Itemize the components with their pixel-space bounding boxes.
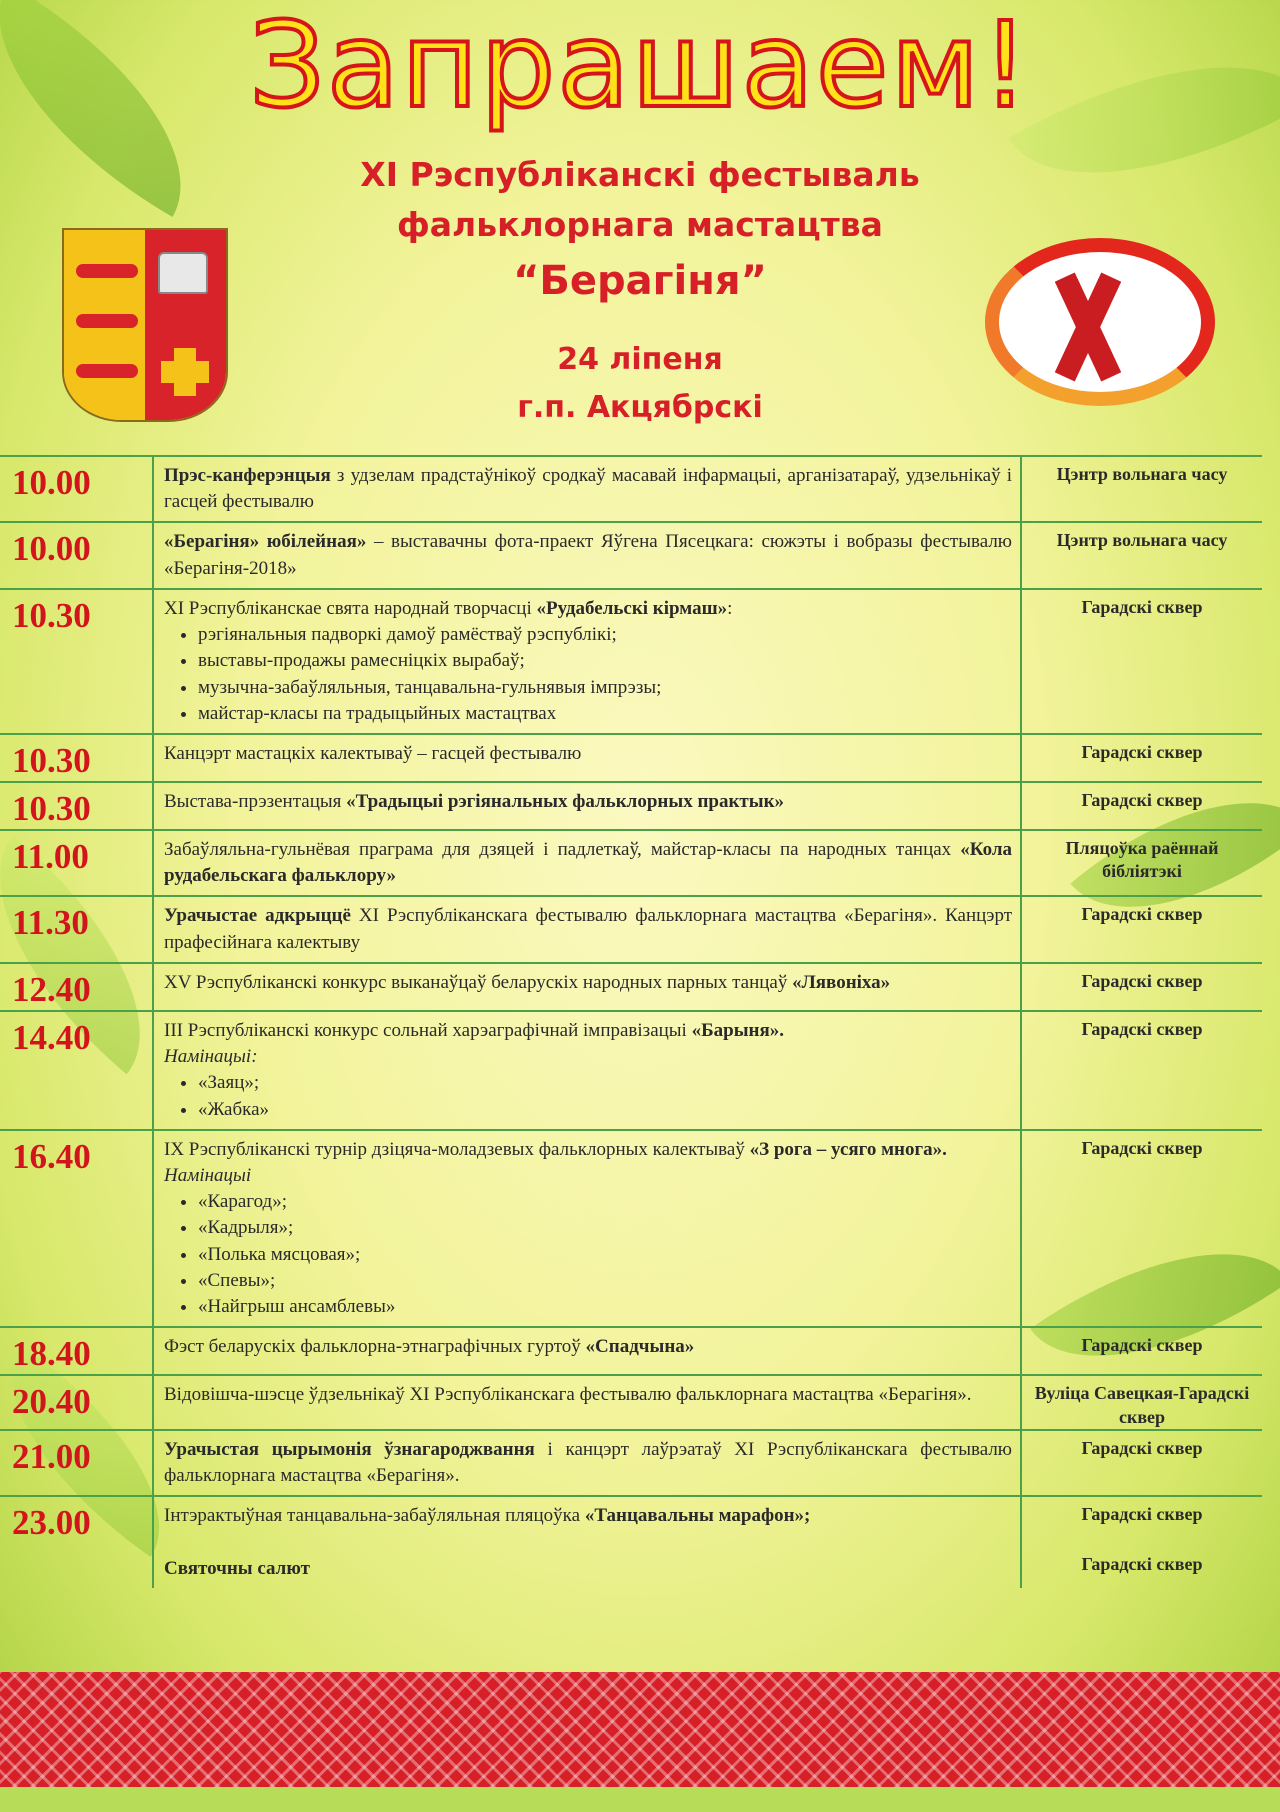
schedule-row (0, 1130, 1262, 1328)
schedule-row (0, 1011, 1262, 1130)
event-details: і канцэрт лаўрэатаў XI Рэспубліканскага фестывалю фальклорнага мастацтва «Берагіня». (164, 1439, 1012, 1487)
event-text (164, 837, 1012, 889)
schedule-row (0, 1496, 1262, 1587)
event-description (153, 1011, 1021, 1130)
event-description (153, 896, 1021, 962)
event-text (164, 1503, 1012, 1529)
schedule-row (0, 522, 1262, 588)
list-item: • «Жабка» (198, 1097, 1012, 1123)
event-location (1021, 1496, 1262, 1587)
event-details: XI Рэспубліканскага фестывалю фальклорнага мастацтва «Берагіня». Канцэрт прафесійнага калектыву (164, 905, 1013, 953)
schedule-row (0, 1327, 1262, 1375)
event-time: 10.30 (0, 782, 153, 830)
event-time: 14.40 (0, 1011, 153, 1130)
list-item: • «Заяц»; (198, 1070, 1012, 1096)
schedule-row (0, 896, 1262, 962)
event-details: Відовішча-шэсце ўдзельнікаў XI Рэспубліканскага фестывалю фальклорнага мастацтва «Берагіня». (164, 1384, 972, 1406)
location-text: Цэнтр вольнага часу (1056, 464, 1228, 484)
event-time: 10.30 (0, 734, 153, 782)
event-text (164, 1437, 1012, 1489)
location-text: Гарадскі сквер (1081, 596, 1203, 617)
event-pre-text: XV Рэспубліканскі конкурс выканаўцаў беларускіх народных парных танцаў (164, 971, 793, 993)
event-text (164, 1137, 1012, 1163)
event-location (1021, 1327, 1262, 1375)
location-text: Гарадскі сквер (1081, 904, 1203, 925)
festival-name-line-1: XI Рэспубліканскі фестываль (360, 155, 920, 194)
event-text (164, 596, 1012, 622)
location-text: Пляцоўка раённай бібліятэкі (1065, 837, 1219, 882)
event-title: «Танцавальны марафон»; (584, 1505, 811, 1527)
location-text: Гарадскі сквер (1081, 1504, 1203, 1525)
event-title: «Традыцыі рэгіянальных фальклорных практык» (346, 790, 785, 812)
event-text (164, 1382, 1012, 1408)
schedule-row (0, 1430, 1262, 1496)
event-description (153, 1327, 1021, 1375)
list-item: • «Найгрыш ансамблевы» (198, 1294, 1012, 1320)
event-title: «Кола рудабельскага фальклору» (164, 838, 1012, 887)
event-description (153, 963, 1021, 1011)
schedule-row (0, 734, 1262, 782)
event-time: 10.00 (0, 456, 153, 522)
event-time: 23.00 (0, 1496, 153, 1587)
event-title: Урачыстае адкрыццё (164, 905, 351, 927)
event-items-list (164, 1070, 1012, 1122)
event-time: 21.00 (0, 1430, 153, 1496)
location-text: Гарадскі сквер (1081, 1438, 1203, 1459)
event-text (164, 970, 1012, 996)
event-time: 20.40 (0, 1375, 153, 1430)
coat-of-arms-icon (62, 228, 228, 422)
event-location (1021, 456, 1262, 522)
event-time: 18.40 (0, 1327, 153, 1375)
event-time: 16.40 (0, 1130, 153, 1328)
location-text: Гарадскі сквер (1081, 970, 1203, 991)
event-description (153, 522, 1021, 588)
schedule-row (0, 782, 1262, 830)
event-description (153, 589, 1021, 734)
festival-name-line-2: фальклорнага мастацтва (397, 205, 883, 244)
event-items-list (164, 1189, 1012, 1320)
schedule-table (0, 455, 1262, 1588)
event-pre-text: III Рэспубліканскі конкурс сольнай харэаграфічнай імправізацыі (164, 1019, 692, 1041)
location-text: Гарадскі сквер (1081, 1335, 1203, 1356)
list-item: • музычна-забаўляльныя, танцавальна-гульнявыя імпрэзы; (198, 675, 1012, 701)
event-details: – выставачны фота-праект Яўгена Пясецкага: сюжэты і вобразы фестывалю «Берагіня-2018» (164, 531, 1012, 579)
event-title: «Спадчына» (585, 1336, 695, 1358)
event-pre-text: Фэст беларускіх фальклорна-этнаграфічных гуртоў (164, 1336, 586, 1358)
event-text (164, 463, 1012, 515)
schedule-row (0, 589, 1262, 734)
event-location (1021, 782, 1262, 830)
location-text: Гарадскі сквер (1081, 789, 1203, 810)
event-description (153, 1130, 1021, 1328)
schedule-row (0, 963, 1262, 1011)
location-text: Цэнтр вольнага часу (1056, 530, 1228, 551)
list-item: • «Карагод»; (198, 1189, 1012, 1215)
event-location (1021, 1430, 1262, 1496)
event-location (1021, 734, 1262, 782)
festival-name: “Берагіня” (513, 258, 767, 304)
event-details: : (727, 597, 733, 619)
event-location (1021, 1011, 1262, 1130)
list-item: • «Кадрыля»; (198, 1215, 1012, 1241)
event-text (164, 1018, 1012, 1044)
event-title: Прэс-канферэнцыя (164, 465, 331, 486)
event-description (153, 1375, 1021, 1430)
event-pre-text: XI Рэспубліканскае свята народнай творчасці (164, 597, 537, 619)
event-time: 12.40 (0, 963, 153, 1011)
festival-emblem-icon (985, 238, 1215, 406)
event-location (1021, 830, 1262, 896)
event-location (1021, 896, 1262, 962)
event-title: Урачыстая цырымонія ўзнагароджвання (164, 1439, 535, 1461)
event-title: «З рога – усяго многа». (749, 1138, 947, 1160)
event-title: «Берагіня» юбілейная» (164, 531, 367, 553)
event-description (153, 782, 1021, 830)
location-text: Гарадскі сквер (1081, 1137, 1203, 1158)
location-text: Гарадскі сквер (1081, 741, 1203, 762)
event-time: 10.30 (0, 589, 153, 734)
location-text: Гарадскі сквер (1081, 1018, 1203, 1039)
event-location (1021, 522, 1262, 588)
event-time: 10.00 (0, 522, 153, 588)
event-title: «Барыня». (691, 1019, 785, 1041)
schedule-row (0, 456, 1262, 522)
event-pre-text: IX Рэспубліканскі турнір дзіцяча-моладзевых фальклорных калектываў (164, 1138, 750, 1160)
event-text (164, 741, 1012, 767)
nominations-label: Намінацыі: (164, 1046, 258, 1068)
schedule-row (0, 1375, 1262, 1430)
schedule-row (0, 830, 1262, 896)
list-item: • «Спевы»; (198, 1268, 1012, 1294)
event-pre-text: Выстава-прэзентацыя (164, 790, 347, 812)
event-details: з удзелам прадстаўнікоў сродкаў масавай інфармацыі, арганізатараў, удзельнікаў і гасцей фестывалю (164, 465, 1012, 513)
event-description (153, 734, 1021, 782)
event-description (153, 1496, 1021, 1587)
nominations-label: Намінацыі (164, 1164, 252, 1186)
list-item: • выставы-продажы рамесніцкіх вырабаў; (198, 648, 1012, 674)
location-text-secondary: Гарадскі сквер (1081, 1553, 1203, 1574)
event-title: «Рудабельскі кірмаш» (536, 597, 728, 619)
event-items-list (164, 622, 1012, 727)
event-location (1021, 1130, 1262, 1328)
event-description (153, 456, 1021, 522)
location-text: Вуліца Савецкая-Гарадскі сквер (1034, 1383, 1250, 1427)
festival-date: 24 ліпеня (557, 342, 723, 377)
bottom-leaf-strip (0, 1787, 1280, 1812)
event-location (1021, 963, 1262, 1011)
event-time: 11.30 (0, 896, 153, 962)
list-item: • рэгіянальныя падворкі дамоў рамёстваў рэспублікі; (198, 622, 1012, 648)
page-title: Запрашаем! (249, 0, 1031, 134)
list-item: • майстар-класы па традыцыйных мастацтвах (198, 701, 1012, 727)
event-time: 11.00 (0, 830, 153, 896)
event-description (153, 1430, 1021, 1496)
event-text (164, 1334, 1012, 1360)
event-text (164, 529, 1012, 581)
list-item: • «Полька мясцовая»; (198, 1242, 1012, 1268)
event-text (164, 789, 1012, 815)
embroidery-ornament (0, 1672, 1280, 1787)
event-location (1021, 1375, 1262, 1430)
event-description (153, 830, 1021, 896)
event-pre-text: Забаўляльна-гульнёвая праграма для дзяцей і падлеткаў, майстар-класы па народных танцах (164, 838, 961, 860)
event-text (164, 903, 1012, 955)
event-details: Канцэрт мастацкіх калектываў – гасцей фестывалю (164, 742, 582, 764)
event-location (1021, 589, 1262, 734)
festival-place: г.п. Акцябрскі (517, 390, 763, 425)
event-title-secondary: Святочны салют (164, 1557, 310, 1579)
event-title: «Лявоніха» (792, 971, 891, 993)
event-pre-text: Інтэрактыўная танцавальна-забаўляльная пляцоўка (164, 1505, 585, 1527)
